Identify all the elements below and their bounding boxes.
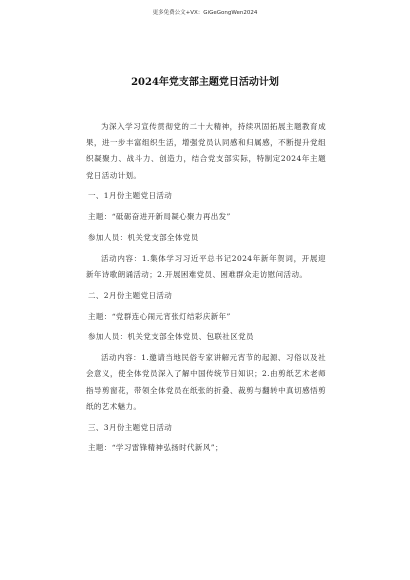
intro-paragraph: 为深入学习宣传贯彻党的二十大精神，持续巩固拓展主题教育成果，进一步丰富组织生活，增强党员认同感和归属感，不断提升党组织凝聚力、战斗力、创造力，结合党支部实际，特制定2024年主题党日活动计划。 xyxy=(86,122,326,180)
header-note: 更多免费公文+VX：GiGeGongWen2024 xyxy=(152,10,258,16)
section-content: 活动内容：1.邀请当地民俗专家讲解元宵节的起源、习俗以及社会意义，使全体党员深入了解中国传统节日知识；2.由剪纸艺术老师指导剪窗花，带领全体党员在纸张的折叠、裁剪与翻转中真切感悟剪纸的艺术魅力。 xyxy=(86,353,326,411)
section-theme: 主题：“学习雷锋精神弘扬时代新风”； xyxy=(88,443,223,453)
section-theme: 主题：“党群连心闹元宵张灯结彩庆新年” xyxy=(88,311,231,321)
section-participants: 参加人员：机关党支部全体党员 xyxy=(88,233,199,242)
section-heading: 三、3月份主题党日活动 xyxy=(88,422,173,432)
section-theme: 主题：“砥砺奋进开新局凝心聚力再出发” xyxy=(88,212,231,222)
section-participants: 参加人员：机关党支部全体党员、包联社区党员 xyxy=(88,332,254,342)
section-content: 活动内容：1.集体学习习近平总书记2024年新年贺词，开展迎新年诗歌朗诵活动；2.开展困难党员、困难群众走访慰问活动。 xyxy=(86,253,326,279)
document-title: 2024年党支部主题党日活动计划 xyxy=(131,77,279,88)
document-body xyxy=(86,119,326,461)
section-heading: 一、1月份主题党日活动 xyxy=(88,191,173,201)
section-heading: 二、2月份主题党日活动 xyxy=(88,290,173,300)
